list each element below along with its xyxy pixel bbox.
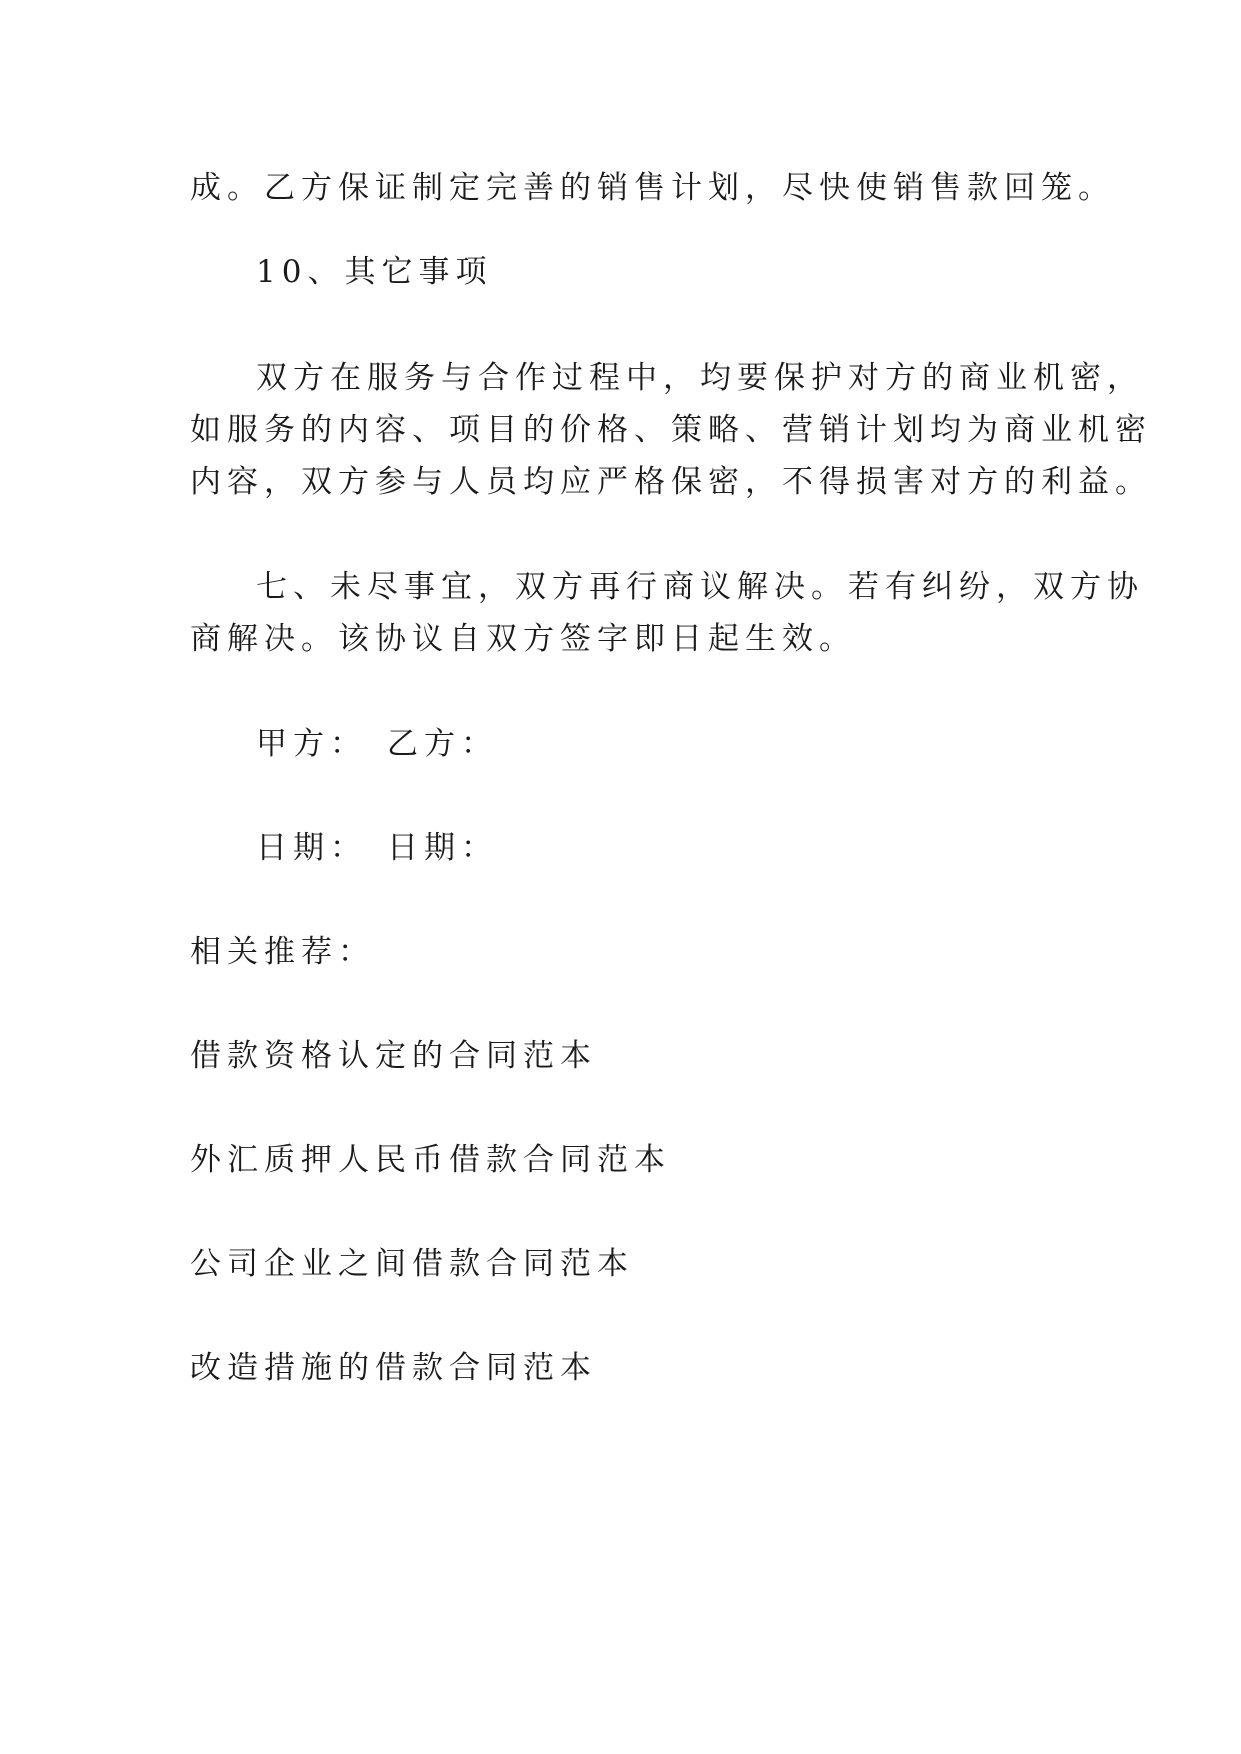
section-10-heading: 10、其它事项 <box>256 254 493 290</box>
related-heading: 相关推荐： <box>190 934 375 970</box>
signature-parties-line <box>256 724 498 764</box>
signature-dates-line <box>256 828 498 868</box>
date-b-label: 日期： <box>387 830 498 866</box>
clause-7-line-1: 七、未尽事宜，双方再行商议解决。若有纠纷，双方协 <box>256 569 1144 605</box>
party-b-label: 乙方： <box>387 726 498 762</box>
related-link-1[interactable]: 借款资格认定的合同范本 <box>190 1038 597 1074</box>
related-link-4[interactable]: 改造措施的借款合同范本 <box>190 1350 597 1386</box>
related-link-2[interactable]: 外汇质押人民币借款合同范本 <box>190 1142 671 1178</box>
confidentiality-line-1: 双方在服务与合作过程中，均要保护对方的商业机密， <box>256 360 1144 396</box>
date-a-label: 日期： <box>256 830 367 866</box>
confidentiality-line-2: 如服务的内容、项目的价格、策略、营销计划均为商业机密 <box>190 412 1152 448</box>
continued-paragraph-line: 成。乙方保证制定完善的销售计划，尽快使销售款回笼。 <box>190 170 1115 206</box>
related-link-3[interactable]: 公司企业之间借款合同范本 <box>190 1246 634 1282</box>
confidentiality-line-3: 内容，双方参与人员均应严格保密，不得损害对方的利益。 <box>190 464 1152 500</box>
clause-7-line-2: 商解决。该协议自双方签字即日起生效。 <box>190 621 856 657</box>
party-a-label: 甲方： <box>256 726 367 762</box>
